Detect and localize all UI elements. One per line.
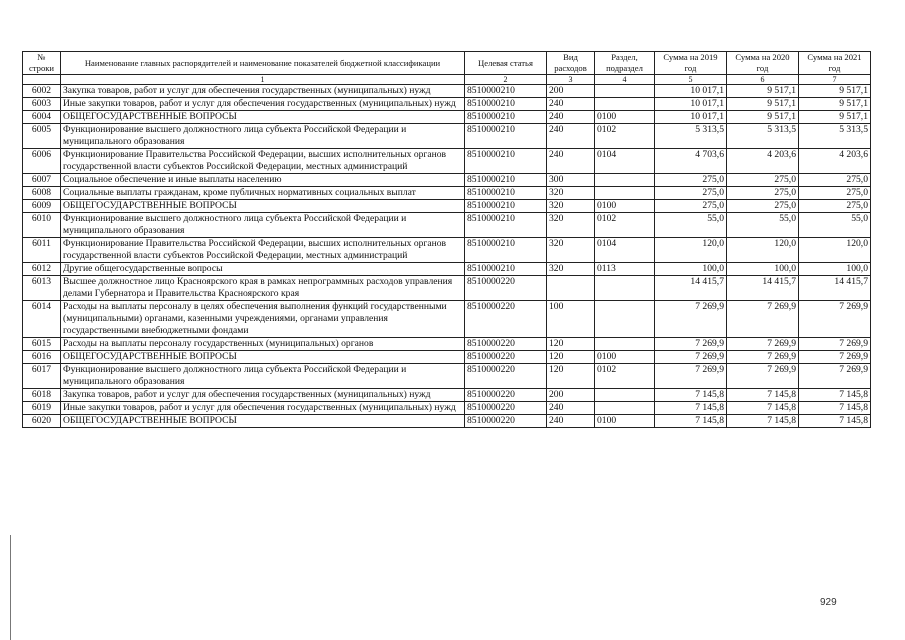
row-sum-2020: 7 145,8 xyxy=(727,389,799,402)
column-number: 4 xyxy=(595,75,655,85)
row-code: 6005 xyxy=(23,124,61,149)
row-expense-type: 300 xyxy=(547,174,595,187)
row-sum-2019: 7 145,8 xyxy=(655,415,727,428)
row-sum-2019: 7 145,8 xyxy=(655,402,727,415)
row-sum-2020: 7 145,8 xyxy=(727,402,799,415)
row-code: 6020 xyxy=(23,415,61,428)
row-name: ОБЩЕГОСУДАРСТВЕННЫЕ ВОПРОСЫ xyxy=(61,200,465,213)
row-sum-2019: 275,0 xyxy=(655,174,727,187)
row-code: 6016 xyxy=(23,351,61,364)
column-number: 7 xyxy=(799,75,871,85)
row-sum-2020: 9 517,1 xyxy=(727,85,799,98)
row-target-article: 8510000220 xyxy=(465,276,547,301)
table-header xyxy=(23,52,871,85)
row-sum-2021: 7 145,8 xyxy=(799,389,871,402)
row-sum-2019: 7 269,9 xyxy=(655,301,727,338)
row-section xyxy=(595,338,655,351)
row-name: ОБЩЕГОСУДАРСТВЕННЫЕ ВОПРОСЫ xyxy=(61,415,465,428)
row-name: Иные закупки товаров, работ и услуг для обеспечения государственных (муниципальных) нужд xyxy=(61,98,465,111)
header-target-article: Целевая статья xyxy=(465,52,547,75)
row-target-article: 8510000210 xyxy=(465,124,547,149)
row-sum-2019: 4 703,6 xyxy=(655,149,727,174)
row-section xyxy=(595,187,655,200)
row-target-article: 8510000220 xyxy=(465,301,547,338)
row-sum-2020: 14 415,7 xyxy=(727,276,799,301)
row-expense-type: 320 xyxy=(547,200,595,213)
row-sum-2021: 275,0 xyxy=(799,200,871,213)
row-name: Функционирование высшего должностного лица субъекта Российской Федерации и муниципального образования xyxy=(61,213,465,238)
row-code: 6007 xyxy=(23,174,61,187)
row-expense-type: 100 xyxy=(547,301,595,338)
row-code: 6017 xyxy=(23,364,61,389)
table-row xyxy=(23,98,871,111)
row-name: Расходы на выплаты персоналу в целях обеспечения выполнения функций государственными (муниципальными) органами, казенными учреждениями, органами управления государственными внебюджетными фондами xyxy=(61,301,465,338)
row-sum-2021: 7 145,8 xyxy=(799,402,871,415)
row-sum-2019: 10 017,1 xyxy=(655,98,727,111)
row-target-article: 8510000220 xyxy=(465,364,547,389)
row-target-article: 8510000210 xyxy=(465,111,547,124)
header-sum-2021: Сумма на 2021 год xyxy=(799,52,871,75)
row-name: Социальные выплаты гражданам, кроме публичных нормативных социальных выплат xyxy=(61,187,465,200)
row-sum-2019: 14 415,7 xyxy=(655,276,727,301)
header-sum-2019: Сумма на 2019 год xyxy=(655,52,727,75)
row-sum-2019: 7 269,9 xyxy=(655,351,727,364)
row-sum-2020: 7 145,8 xyxy=(727,415,799,428)
row-section: 0102 xyxy=(595,124,655,149)
row-sum-2019: 10 017,1 xyxy=(655,85,727,98)
row-target-article: 8510000210 xyxy=(465,200,547,213)
row-sum-2020: 275,0 xyxy=(727,200,799,213)
row-expense-type: 320 xyxy=(547,263,595,276)
row-code: 6012 xyxy=(23,263,61,276)
row-sum-2020: 5 313,5 xyxy=(727,124,799,149)
row-code: 6003 xyxy=(23,98,61,111)
table-row xyxy=(23,415,871,428)
row-code: 6002 xyxy=(23,85,61,98)
row-name: Закупка товаров, работ и услуг для обеспечения государственных (муниципальных) нужд xyxy=(61,85,465,98)
row-expense-type: 240 xyxy=(547,124,595,149)
row-target-article: 8510000210 xyxy=(465,85,547,98)
row-code: 6019 xyxy=(23,402,61,415)
row-sum-2020: 100,0 xyxy=(727,263,799,276)
row-sum-2021: 9 517,1 xyxy=(799,98,871,111)
table-row xyxy=(23,389,871,402)
row-section: 0104 xyxy=(595,238,655,263)
row-section xyxy=(595,276,655,301)
row-name: Иные закупки товаров, работ и услуг для обеспечения государственных (муниципальных) нужд xyxy=(61,402,465,415)
row-expense-type: 320 xyxy=(547,213,595,238)
row-sum-2019: 120,0 xyxy=(655,238,727,263)
row-name: Функционирование Правительства Российской Федерации, высших исполнительных органов государственной власти субъектов Российской Федерации, местных администраций xyxy=(61,238,465,263)
row-sum-2019: 5 313,5 xyxy=(655,124,727,149)
row-sum-2021: 55,0 xyxy=(799,213,871,238)
row-expense-type: 120 xyxy=(547,351,595,364)
row-sum-2020: 7 269,9 xyxy=(727,338,799,351)
row-sum-2021: 5 313,5 xyxy=(799,124,871,149)
row-target-article: 8510000210 xyxy=(465,149,547,174)
header-expense-type: Вид расходов xyxy=(547,52,595,75)
table-row xyxy=(23,85,871,98)
row-sum-2021: 275,0 xyxy=(799,174,871,187)
column-number: 6 xyxy=(727,75,799,85)
row-sum-2019: 10 017,1 xyxy=(655,111,727,124)
row-code: 6009 xyxy=(23,200,61,213)
row-name: Социальное обеспечение и иные выплаты населению xyxy=(61,174,465,187)
table-row xyxy=(23,238,871,263)
row-sum-2020: 7 269,9 xyxy=(727,364,799,389)
row-expense-type: 320 xyxy=(547,187,595,200)
row-sum-2021: 7 145,8 xyxy=(799,415,871,428)
table-row xyxy=(23,200,871,213)
header-section: Раздел, подраздел xyxy=(595,52,655,75)
column-number: 1 xyxy=(61,75,465,85)
row-expense-type: 240 xyxy=(547,415,595,428)
row-sum-2020: 7 269,9 xyxy=(727,301,799,338)
row-target-article: 8510000210 xyxy=(465,263,547,276)
row-target-article: 8510000220 xyxy=(465,402,547,415)
budget-table xyxy=(22,51,871,428)
row-expense-type: 200 xyxy=(547,85,595,98)
table-row xyxy=(23,338,871,351)
row-sum-2019: 7 269,9 xyxy=(655,364,727,389)
row-sum-2020: 9 517,1 xyxy=(727,98,799,111)
row-target-article: 8510000220 xyxy=(465,351,547,364)
row-sum-2021: 100,0 xyxy=(799,263,871,276)
row-target-article: 8510000210 xyxy=(465,174,547,187)
row-target-article: 8510000220 xyxy=(465,338,547,351)
row-section xyxy=(595,98,655,111)
table-row xyxy=(23,301,871,338)
row-expense-type: 240 xyxy=(547,111,595,124)
row-name: Функционирование высшего должностного лица субъекта Российской Федерации и муниципального образования xyxy=(61,124,465,149)
row-sum-2021: 14 415,7 xyxy=(799,276,871,301)
row-name: Расходы на выплаты персоналу государственных (муниципальных) органов xyxy=(61,338,465,351)
header-row-number: № строки xyxy=(23,52,61,75)
row-sum-2019: 7 269,9 xyxy=(655,338,727,351)
row-sum-2020: 120,0 xyxy=(727,238,799,263)
row-sum-2020: 4 203,6 xyxy=(727,149,799,174)
row-section: 0104 xyxy=(595,149,655,174)
table-row xyxy=(23,364,871,389)
table-row xyxy=(23,213,871,238)
row-section xyxy=(595,389,655,402)
row-sum-2020: 275,0 xyxy=(727,187,799,200)
row-name: ОБЩЕГОСУДАРСТВЕННЫЕ ВОПРОСЫ xyxy=(61,111,465,124)
row-target-article: 8510000210 xyxy=(465,213,547,238)
row-code: 6015 xyxy=(23,338,61,351)
row-sum-2021: 9 517,1 xyxy=(799,111,871,124)
row-code: 6013 xyxy=(23,276,61,301)
row-name: Функционирование Правительства Российской Федерации, высших исполнительных органов государственной власти субъектов Российской Федерации, местных администраций xyxy=(61,149,465,174)
row-section: 0100 xyxy=(595,200,655,213)
row-sum-2021: 4 203,6 xyxy=(799,149,871,174)
column-number: 3 xyxy=(547,75,595,85)
row-sum-2021: 7 269,9 xyxy=(799,364,871,389)
row-sum-2021: 7 269,9 xyxy=(799,351,871,364)
row-section: 0102 xyxy=(595,213,655,238)
row-target-article: 8510000210 xyxy=(465,238,547,263)
row-sum-2021: 9 517,1 xyxy=(799,85,871,98)
table-row xyxy=(23,276,871,301)
table-row xyxy=(23,124,871,149)
row-code: 6006 xyxy=(23,149,61,174)
row-section xyxy=(595,402,655,415)
table-row xyxy=(23,263,871,276)
row-section xyxy=(595,301,655,338)
row-expense-type xyxy=(547,276,595,301)
row-name: ОБЩЕГОСУДАРСТВЕННЫЕ ВОПРОСЫ xyxy=(61,351,465,364)
row-code: 6014 xyxy=(23,301,61,338)
header-name: Наименование главных распорядителей и наименование показателей бюджетной классификации xyxy=(61,52,465,75)
column-number xyxy=(23,75,61,85)
table-row xyxy=(23,187,871,200)
row-name: Другие общегосударственные вопросы xyxy=(61,263,465,276)
row-name: Закупка товаров, работ и услуг для обеспечения государственных (муниципальных) нужд xyxy=(61,389,465,402)
table-row xyxy=(23,351,871,364)
row-sum-2021: 275,0 xyxy=(799,187,871,200)
row-target-article: 8510000220 xyxy=(465,415,547,428)
row-code: 6011 xyxy=(23,238,61,263)
row-sum-2021: 7 269,9 xyxy=(799,301,871,338)
row-sum-2020: 9 517,1 xyxy=(727,111,799,124)
row-section: 0100 xyxy=(595,415,655,428)
row-expense-type: 200 xyxy=(547,389,595,402)
row-code: 6008 xyxy=(23,187,61,200)
row-name: Функционирование высшего должностного лица субъекта Российской Федерации и муниципального образования xyxy=(61,364,465,389)
row-section: 0102 xyxy=(595,364,655,389)
row-sum-2019: 275,0 xyxy=(655,187,727,200)
row-sum-2020: 55,0 xyxy=(727,213,799,238)
row-target-article: 8510000220 xyxy=(465,389,547,402)
row-sum-2020: 275,0 xyxy=(727,174,799,187)
row-section xyxy=(595,85,655,98)
row-sum-2021: 120,0 xyxy=(799,238,871,263)
row-expense-type: 240 xyxy=(547,402,595,415)
row-section: 0113 xyxy=(595,263,655,276)
row-sum-2020: 7 269,9 xyxy=(727,351,799,364)
column-number: 2 xyxy=(465,75,547,85)
row-sum-2019: 7 145,8 xyxy=(655,389,727,402)
row-expense-type: 120 xyxy=(547,364,595,389)
row-code: 6004 xyxy=(23,111,61,124)
table-row xyxy=(23,111,871,124)
column-number: 5 xyxy=(655,75,727,85)
row-expense-type: 240 xyxy=(547,149,595,174)
row-code: 6018 xyxy=(23,389,61,402)
table-body xyxy=(23,85,871,428)
row-expense-type: 320 xyxy=(547,238,595,263)
row-sum-2019: 100,0 xyxy=(655,263,727,276)
row-section: 0100 xyxy=(595,351,655,364)
row-section: 0100 xyxy=(595,111,655,124)
header-sum-2020: Сумма на 2020 год xyxy=(727,52,799,75)
table-row xyxy=(23,402,871,415)
row-code: 6010 xyxy=(23,213,61,238)
table-row xyxy=(23,149,871,174)
row-name: Высшее должностное лицо Красноярского края в рамках непрограммных расходов управления делами Губернатора и Правительства Красноярского края xyxy=(61,276,465,301)
table-row xyxy=(23,174,871,187)
row-sum-2019: 275,0 xyxy=(655,200,727,213)
row-sum-2019: 55,0 xyxy=(655,213,727,238)
page-number: 929 xyxy=(820,597,837,608)
row-section xyxy=(595,174,655,187)
row-target-article: 8510000210 xyxy=(465,187,547,200)
row-target-article: 8510000210 xyxy=(465,98,547,111)
margin-line xyxy=(10,535,11,640)
row-sum-2021: 7 269,9 xyxy=(799,338,871,351)
row-expense-type: 120 xyxy=(547,338,595,351)
row-expense-type: 240 xyxy=(547,98,595,111)
